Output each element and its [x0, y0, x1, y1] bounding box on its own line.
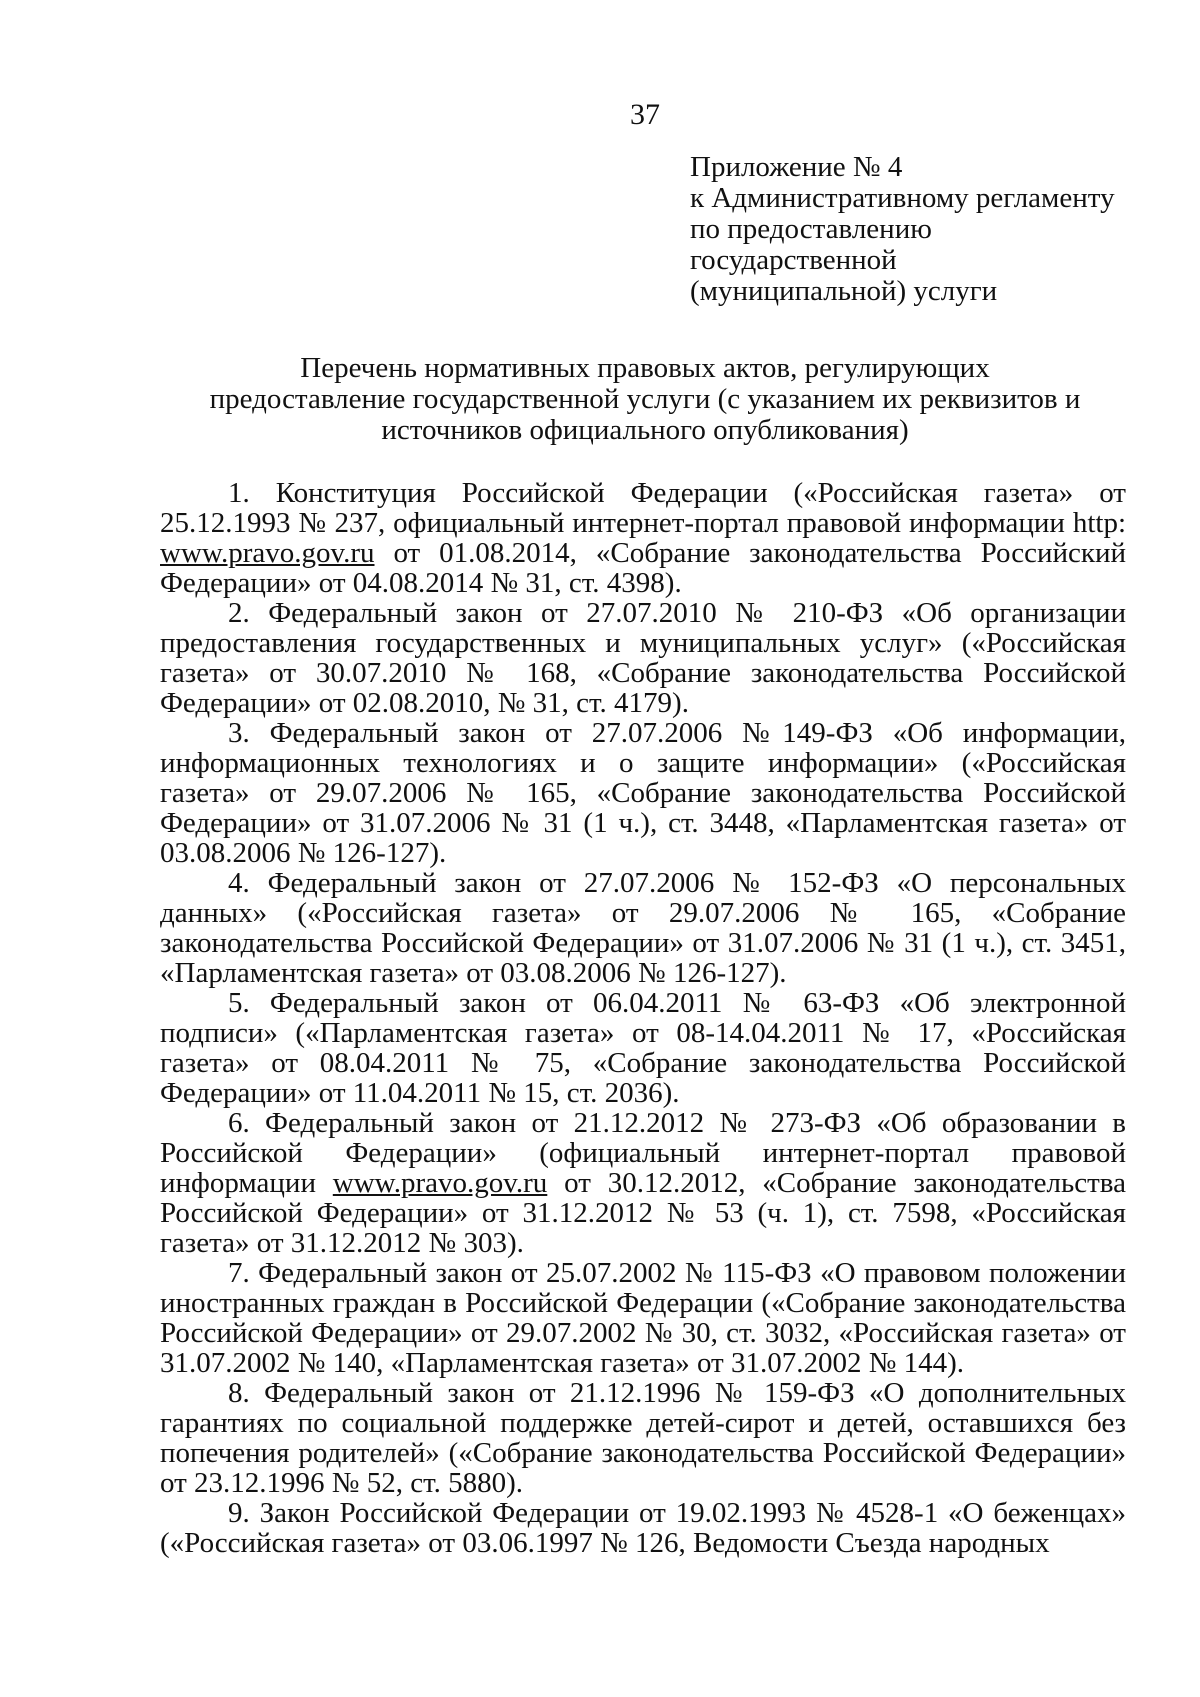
- appendix-line: по предоставлению: [690, 213, 932, 245]
- list-item-8: 8. Федеральный закон от 21.12.1996 № 159-ФЗ «О дополнительных гарантиях по социальной поддержке детей-сирот и детей, оставшихся без попечения родителей» («Собрание законодательства Российской Федерации» от 23.12.1996 № 52, ст. 5880).: [160, 1377, 1126, 1499]
- appendix-line: государственной: [690, 244, 897, 276]
- document-title: [200, 353, 1090, 446]
- title-line: Перечень нормативных правовых актов, регулирующих: [300, 352, 990, 384]
- appendix-header: [690, 152, 1170, 307]
- item-text: от 30.12.2012, «Собрание законодательства Российской Федерации» от 31.12.2012 № 53 (ч. 1), ст. 7598, «Российская газета» от 31.12.2012 № 303).: [160, 1167, 1126, 1259]
- pravo-link[interactable]: www.pravo.gov.ru: [160, 537, 375, 569]
- item-text: 1. Конституция Российской Федерации («Российская газета» от 25.12.1993 № 237, официальный интернет-портал правовой информации http:: [160, 477, 1126, 539]
- item-text: 6. Федеральный закон от 21.12.2012 № 273-ФЗ «Об образовании в Российской Федерации» (официальный интернет-портал правовой информации: [160, 1107, 1126, 1199]
- appendix-line: Приложение № 4: [690, 151, 903, 183]
- list-item-1: [160, 478, 1126, 598]
- list-item-7: 7. Федеральный закон от 25.07.2002 № 115-ФЗ «О правовом положении иностранных граждан в Российской Федерации («Собрание законодательства Российской Федерации» от 29.07.2002 № 30, ст. 3032, «Российская газета» от 31.07.2002 № 140, «Парламентская газета» от 31.07.2002 № 144).: [160, 1257, 1126, 1379]
- appendix-line: (муниципальной) услуги: [690, 275, 998, 307]
- list-item-6: [160, 1108, 1126, 1258]
- title-line: предоставление государственной услуги (с указанием их реквизитов и: [209, 383, 1081, 415]
- page-number: 37: [630, 98, 660, 131]
- list-item-2: 2. Федеральный закон от 27.07.2010 № 210-ФЗ «Об организации предоставления государственных и муниципальных услуг» («Российская газета» от 30.07.2010 № 168, «Собрание законодательства Российской Федерации» от 02.08.2010, № 31, ст. 4179).: [160, 597, 1126, 719]
- appendix-line: к Административному регламенту: [690, 182, 1115, 214]
- list-item-3: 3. Федеральный закон от 27.07.2006 №149-ФЗ «Об информации, информационных технологиях и о защите информации» («Российская газета» от 29.07.2006 № 165, «Собрание законодательства Российской Федерации» от 31.07.2006 № 31 (1 ч.), ст. 3448, «Парламентская газета» от 03.08.2006 № 126-127).: [160, 717, 1126, 869]
- item-text: от 01.08.2014, «Собрание законодательства Российский Федерации» от 04.08.2014 № 31, ст. 4398).: [160, 537, 1126, 599]
- pravo-link[interactable]: www.pravo.gov.ru: [332, 1167, 548, 1199]
- list-item-5: 5. Федеральный закон от 06.04.2011 № 63-ФЗ «Об электронной подписи» («Парламентская газета» от 08-14.04.2011 № 17, «Российская газета» от 08.04.2011 № 75, «Собрание законодательства Российской Федерации» от 11.04.2011 № 15, ст. 2036).: [160, 987, 1126, 1109]
- title-line: источников официального опубликования): [381, 414, 909, 446]
- list-item-4: 4. Федеральный закон от 27.07.2006 № 152-ФЗ «О персональных данных» («Российская газета» от 29.07.2006 № 165, «Собрание законодательства Российской Федерации» от 31.07.2006 № 31 (1 ч.), ст. 3451, «Парламентская газета» от 03.08.2006 № 126-127).: [160, 867, 1126, 989]
- legal-acts-list: [160, 478, 1126, 1558]
- list-item-9: 9. Закон Российской Федерации от 19.02.1993 № 4528-1 «О беженцах» («Российская газета» от 03.06.1997 № 126, Ведомости Съезда народных: [160, 1497, 1126, 1559]
